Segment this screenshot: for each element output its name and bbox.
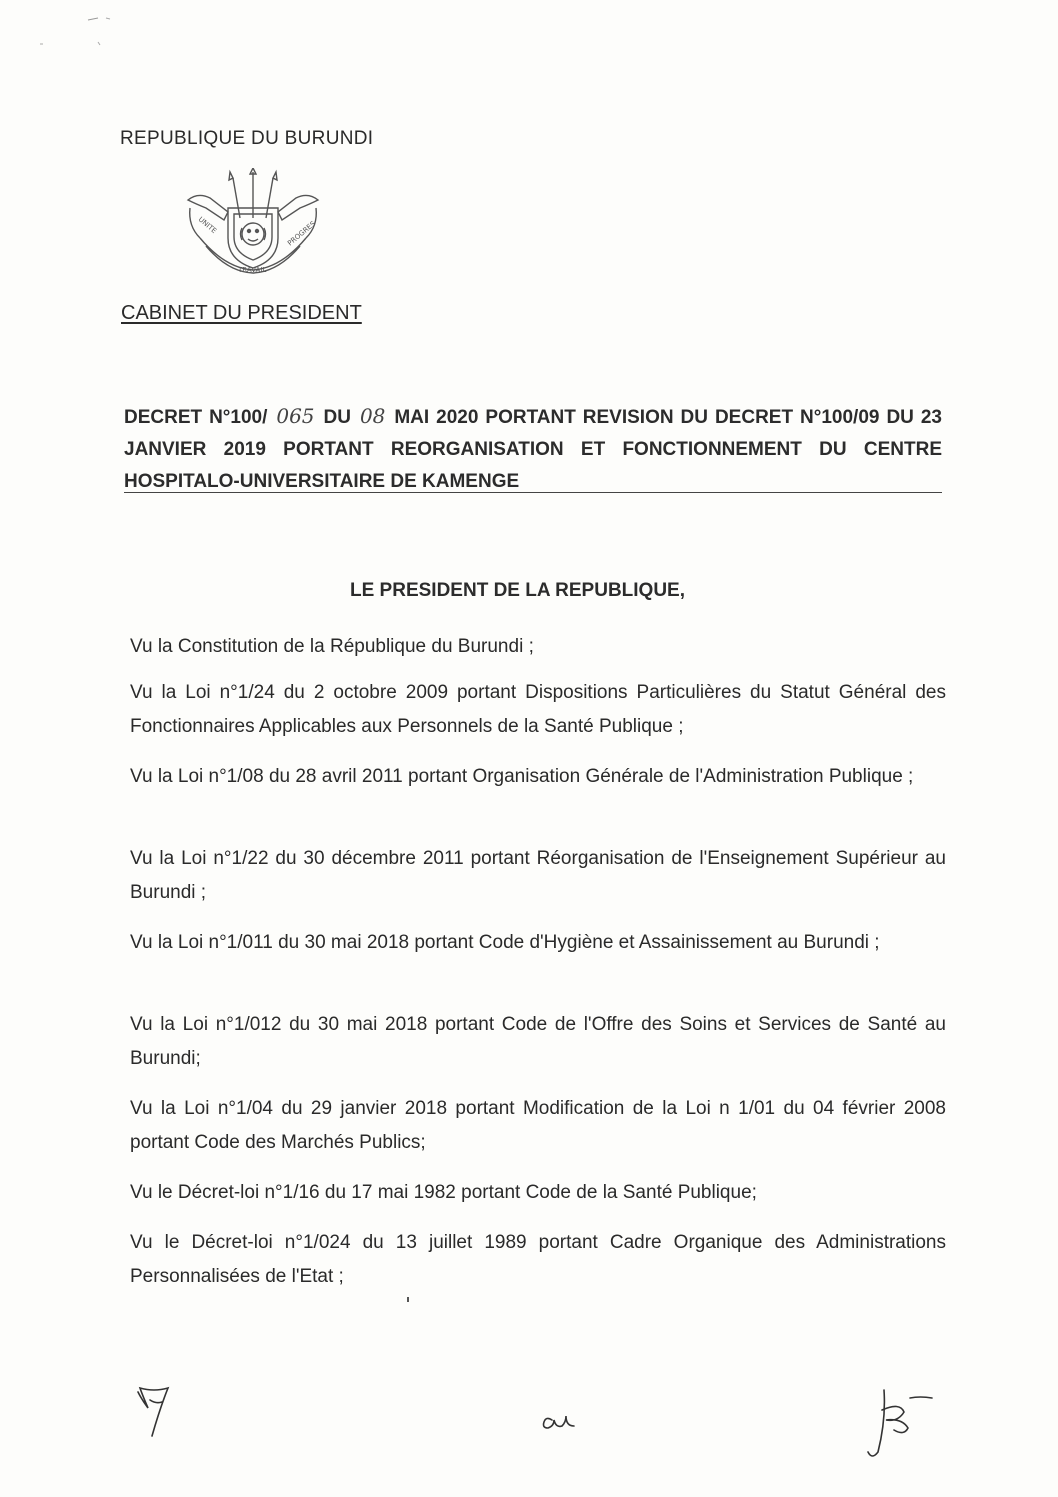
consideration-loi-2018-marches: Vu la Loi n°1/04 du 29 janvier 2018 portant Modification de la Loi n 1/01 du 04 février 2008 portant Code des Marchés Publics;: [130, 1098, 946, 1153]
consideration-loi-2018-hygiene: Vu la Loi n°1/011 du 30 mai 2018 portant Code d'Hygiène et Assainissement au Burundi ;: [130, 932, 880, 953]
decree-day-handwritten: 08: [359, 404, 386, 428]
svg-text:TRAVAIL: TRAVAIL: [238, 266, 267, 274]
republic-heading: REPUBLIQUE DU BURUNDI: [120, 128, 374, 149]
svg-text:UNITE: UNITE: [196, 215, 219, 236]
cabinet-heading: CABINET DU PRESIDENT: [121, 302, 362, 324]
consideration-decret-1989: Vu le Décret-loi n°1/024 du 13 juillet 1989 portant Cadre Organique des Administrations Personnalisées de l'Etat ;: [130, 1232, 946, 1287]
consideration-constitution: Vu la Constitution de la République du Burundi ;: [130, 636, 534, 657]
svg-text:PROGRES: PROGRES: [286, 219, 318, 248]
handwritten-initials-icon: [0, 1380, 1058, 1490]
consideration-loi-2011-admin: Vu la Loi n°1/08 du 28 avril 2011 portant Organisation Générale de l'Administration Publique ;: [130, 766, 914, 787]
president-heading: LE PRESIDENT DE LA REPUBLIQUE,: [350, 580, 685, 601]
scan-speck: [407, 1297, 409, 1302]
scan-marks: [28, 14, 118, 54]
decree-prefix: DECRET N°100/: [124, 407, 268, 428]
title-underline: [124, 492, 942, 493]
decree-number-handwritten: 065: [276, 404, 315, 428]
decree-du: DU: [323, 407, 351, 428]
coat-of-arms-icon: [178, 168, 328, 283]
decree-rest: MAI 2020 PORTANT REVISION DU DECRET N°100/09 DU 23 JANVIER 2019 PORTANT REORGANISATION ET FONCTIONNEMENT DU CENTRE HOSPITALO-UNIVERSITAIRE DE KAMENGE: [124, 407, 942, 492]
consideration-loi-2009: Vu la Loi n°1/24 du 2 octobre 2009 portant Dispositions Particulières du Statut Général des Fonctionnaires Applicables aux Personnels de la Santé Publique ;: [130, 682, 946, 737]
consideration-loi-2018-soins: Vu la Loi n°1/012 du 30 mai 2018 portant Code de l'Offre des Soins et Services de Santé au Burundi;: [130, 1014, 946, 1069]
decree-title: [124, 400, 942, 498]
consideration-loi-2011-enseignement: Vu la Loi n°1/22 du 30 décembre 2011 portant Réorganisation de l'Enseignement Supérieur au Burundi ;: [130, 848, 946, 903]
consideration-decret-1982: Vu le Décret-loi n°1/16 du 17 mai 1982 portant Code de la Santé Publique;: [130, 1182, 757, 1203]
